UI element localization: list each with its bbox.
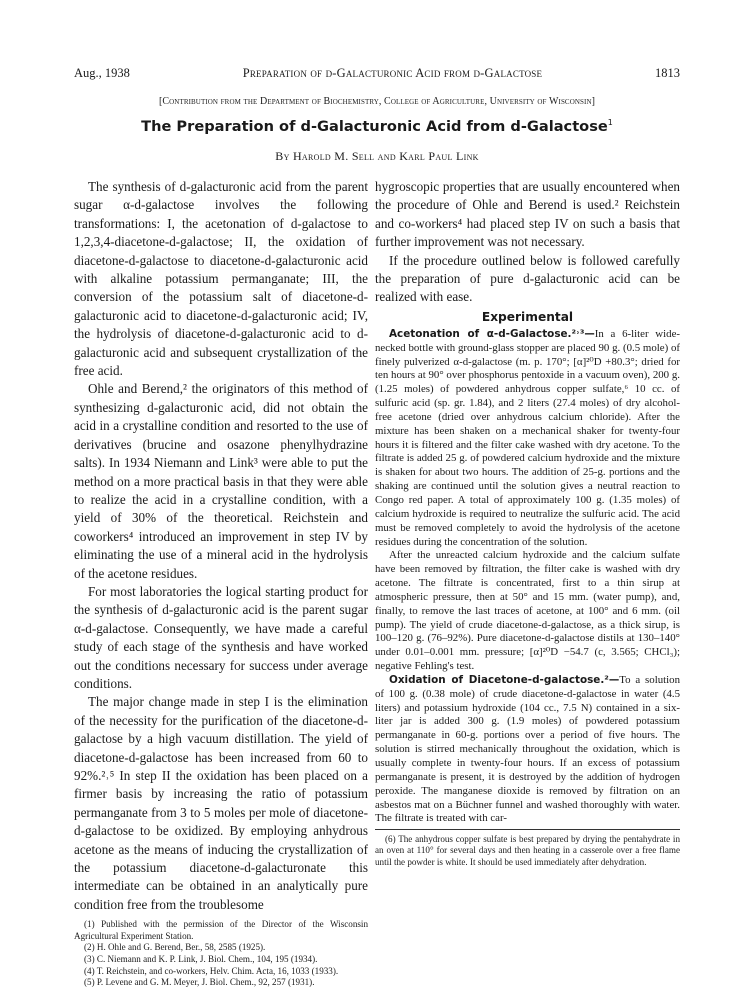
footnote: (4) T. Reichstein, and co-workers, Helv. Chim. Acta, 16, 1033 (1933). [84, 965, 339, 976]
running-head-title: Preparation of d-Galacturonic Acid from d-Galactose [242, 66, 543, 80]
contribution-line: [Contribution from the Department of Biochemistry, College of Agriculture, University of Wisconsin] [158, 96, 596, 107]
footnote: (5) P. Levene and G. M. Meyer, J. Biol. Chem., 92, 257 (1931). [84, 977, 315, 988]
body-paragraph: Ohle and Berend,² the originators of this method of synthesizing d-galacturonic acid, did not obtain the acid in a crystalline condition and resorted to the use of derivatives (brucine and osazone phenylhydrazine salts). In 1934 Niemann and Link³ were able to put the method on a more practical basis in that they were able to realize the acid in a crystalline condition, with a yield of 30% of the theoretical. Reichstein and coworkers⁴ introduced an improvement in step IV by eliminating the use of a mineral acid in the hydrolysis of the acetone residues. [74, 381, 368, 581]
subsection-heading: Oxidation of Diacetone-d-galactose.²— [389, 673, 620, 686]
byline: By Harold M. Sell and Karl Paul Link [275, 149, 479, 163]
right-column [375, 178, 680, 868]
section-heading-experimental: Experimental [481, 309, 574, 324]
subsection-text: To a solution of 100 g. (0.38 mole) of crude diacetone-d-galactose in water (4.5 liters) and potassium hydroxide (104 cc., 7.5 N) contained in a six-liter jar is added 300 g. (1.9 moles) of powdered potassium permanganate in 60-g. portions over a period of five hours. The solution is stirred mechanically throughout the oxidation, which is usually complete in twenty-four hours. If an excess of potassium permanganate is present, it is destroyed by the addition of hydrogen peroxide. The manganese dioxide is removed by filtration on an asbestos mat on a Büchner funnel and washed thoroughly with water. The filtrate is treated with car- [375, 673, 680, 825]
experimental-paragraph [375, 674, 680, 826]
body-paragraph: If the procedure outlined below is followed carefully the preparation of pure d-galacturonic acid can be realized with ease. [375, 252, 680, 305]
footnotes-left [74, 919, 368, 989]
subsection-text: In a 6-liter wide-necked bottle with ground-glass stopper are placed 90 g. (0.5 mole) of finely pulverized α-d-galactose (m. p. 170°; [α]²⁰D +80.3°; dried for ten hours at 90° over phosphorus pentoxide in a vacuum oven), 200 g. (1.25 moles) of powdered anhydrous copper sulfate,⁶ 10 cc. of sulfuric acid (sp. gr. 1.84), and 2 liters (27.4 moles) of dry alcohol-free acetone (dried over anhydrous calcium chloride). After the mixture has been shaken on a mechanical shaker for twenty-four hours it is filtered and the filter cake washed with dry acetone. To the filtrate is added 25 g. of powdered calcium hydroxide and the mixture is shaken for about two hours. The addition of 25-g. portions and the shaking are continued until the solution gives a neutral reaction to Congo red paper. A total of approximately 100 g. (1.35 moles) of calcium hydroxide is required to neutralize the sulfuric acid. The acid must be removed completely to avoid the hydrolysis of the acetone residues during the concentration of the solution. [375, 327, 680, 548]
footnote-divider [375, 829, 680, 830]
body-paragraph: hygroscopic properties that are usually encountered when the procedure of Ohle and Berend is used.² Reichstein and co-workers⁴ had placed step IV on such a basis that further improvement was not necessary. [375, 179, 680, 250]
body-paragraph: For most laboratories the logical starting product for the synthesis of d-galacturonic acid is the parent sugar α-d-galactose. Consequently, we have made a careful study of each stage of the synthesis and have worked out the conditions necessary for success under average conditions. [74, 583, 368, 691]
body-paragraph: The major change made in step I is the elimination of the necessity for the purification of the diacetone-d-galactose by a high vacuum distillation. The yield of diacetone-d-galactose has been increased from 60 to 92%.²˒⁵ In step II the oxidation has been placed on a firmer basis by increasing the ratio of potassium permanganate from 3 to 5 moles per mole of diacetone-d-galactose to be oxidized. By employing anhydrous acetone as the means of inducing the crystallization of the potassium diacetone-d-galacturonate this intermediate can be obtained in an analytically pure condition free from the troublesome [74, 694, 368, 912]
footnote: (1) Published with the permission of the Director of the Wisconsin Agricultural Experiment Station. [74, 919, 368, 941]
running-head-date: Aug., 1938 [74, 66, 130, 80]
body-paragraph: The synthesis of d-galacturonic acid from the parent sugar α-d-galactose involves the following transformations: I, the acetonation of d-galactose to 1,2,3,4-diacetone-d-galactose; II, the oxidation of diacetone-d-galactose to diacetone-d-galacturonic acid with alkaline potassium permanganate; III, the conversion of the potassium salt of diacetone-d-galacturonic acid to diacetone-d-galacturonic acid; IV, the hydrolysis of diacetone-d-galacturonic acid to d-galacturonic acid and subsequent crystallization of the free acid. [74, 179, 368, 379]
page-number: 1813 [655, 66, 680, 80]
footnote: (2) H. Ohle and G. Berend, Ber., 58, 2585 (1925). [84, 942, 266, 953]
experimental-paragraph [375, 328, 680, 550]
footnote: (6) The anhydrous copper sulfate is best prepared by drying the pentahydrate in an oven at 110° for several days and then heating in a casserole over a free flame until the powder is white. It should be used immediately after dehydration. [375, 834, 680, 867]
experimental-paragraph: After the unreacted calcium hydroxide and the calcium sulfate have been removed by filtration, the filter cake is washed with dry acetone. The filtrate is concentrated, first to a thin sirup at atmospheric pressure, then at 50° and 15 mm. (water pump), and, finally, to remove the last traces of acetone, at 100° and 6 mm. (oil pump). The yield of crude diacetone-d-galactose, as a thick sirup, is 100–120 g. (76–92%). Pure diacetone-d-galactose distils at 130–140° under 0.01–0.001 mm. pressure; [α]²⁰D −54.7 (c, 3.565; CHCl₃); negative Fehling's test. [375, 549, 680, 673]
footnote: (3) C. Niemann and K. P. Link, J. Biol. Chem., 104, 195 (1934). [84, 954, 318, 965]
article-title [74, 118, 680, 135]
subsection-heading: Acetonation of α-d-Galactose.²˒³— [389, 327, 595, 340]
title-footnote-mark: 1 [607, 118, 613, 128]
left-column [74, 178, 368, 989]
running-head [74, 66, 680, 81]
article-title-text: The Preparation of d-Galacturonic Acid from d-Galactose [141, 118, 608, 135]
